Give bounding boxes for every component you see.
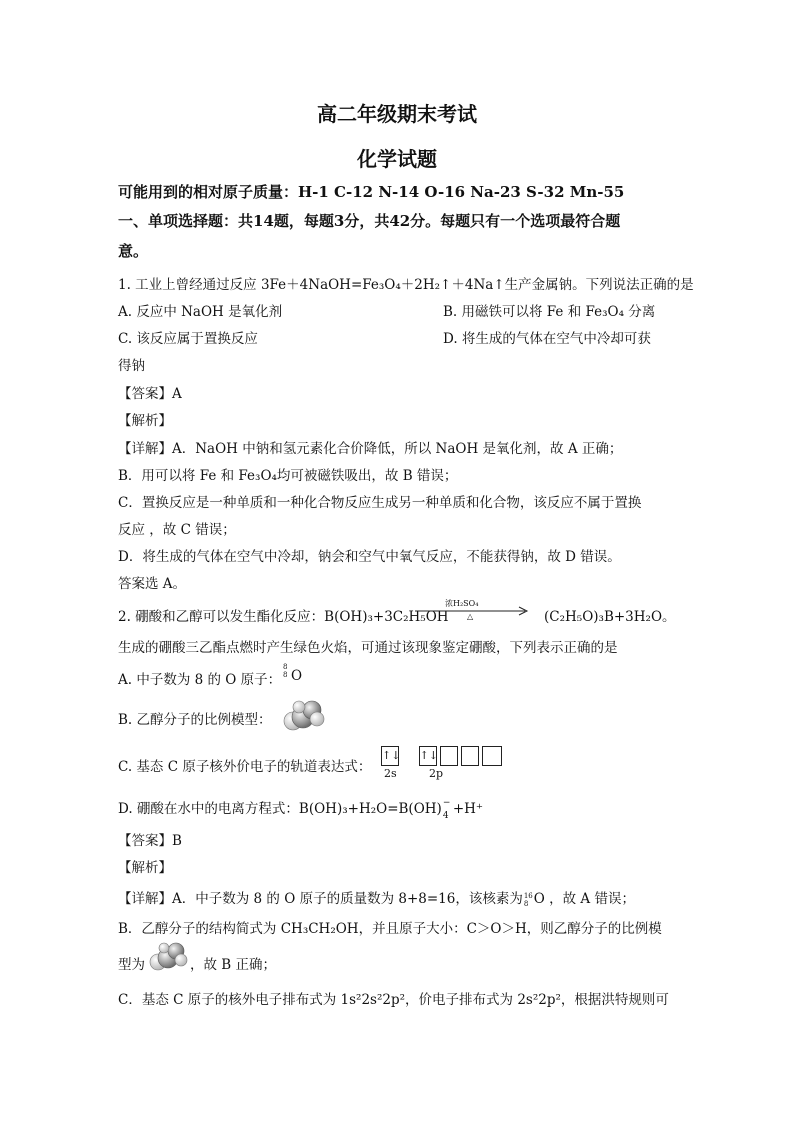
q1-detail-d: D．将生成的气体在空气中冷却，钠会和空气中氧气反应，不能获得钠，故 D 错误。 [118, 549, 621, 565]
ion-subscript: 4 [442, 811, 449, 821]
reaction-arrow [415, 598, 533, 620]
q2-detail-b-model-suffix: ，故 B 正确； [190, 957, 277, 973]
q2-option-b: B. 乙醇分子的比例模型： [118, 712, 272, 728]
q1-detail-b: B．用可以将 Fe 和 Fe₃O₄均可被磁铁吸出，故 B 错误； [118, 468, 458, 484]
q1-option-c: C. 该反应属于置换反应 [118, 331, 258, 347]
exam-subtitle: 化学试题 [357, 147, 437, 171]
ion-charge: − [442, 798, 451, 808]
q2-detail-a-text: 【详解】A．中子数为 8 的 O 原子的质量数为 8+8=16，该核素为 [118, 891, 523, 907]
q2-analysis: 【解析】 [118, 860, 172, 876]
q2-stem-start: 2. 硼酸和乙醇可以发生酯化反应：B(OH)₃+3C₂H₅OH [118, 609, 449, 625]
arrow-heat-label: △ [467, 612, 474, 621]
exam-title: 高二年级期末考试 [317, 102, 477, 126]
q2-answer: 【答案】B [118, 833, 182, 849]
ion-charge-stack [442, 798, 451, 821]
q2-option-a: A. 中子数为 8 的 O 原子： [118, 672, 282, 688]
orbital-2s-box: ↑↓ [381, 746, 399, 766]
q2-detail-b-model-prefix: 型为 [118, 957, 145, 973]
mass-number: 8 [283, 663, 288, 671]
q2-stem-product: (C₂H₅O)₃B+3H₂O。 [544, 609, 676, 625]
orbital-2p-box-2 [440, 746, 458, 766]
q1-detail-a: 【详解】A．NaOH 中钠和氢元素化合价降低，所以 NaOH 是氧化剂，故 A 正确； [118, 441, 623, 457]
o-isotope-notation [283, 663, 287, 679]
orbital-2p-box-4 [482, 746, 502, 766]
q2-detail-c: C．基态 C 原子的核外电子排布式为 1s²2s²2p²，价电子排布式为 2s²2p²，根据洪特规则可 [118, 992, 669, 1008]
q1-option-d: D. 将生成的气体在空气中冷却可获 [443, 331, 651, 347]
section-heading-line2: 意。 [118, 242, 149, 260]
q2-stem-cont: 生成的硼酸三乙酯点燃时产生绿色火焰，可通过该现象鉴定硼酸，下列表示正确的是 [118, 640, 618, 656]
q2-detail-b: B．乙醇分子的结构简式为 CH₃CH₂OH，并且原子大小：C＞O＞H，则乙醇分子的比例模 [118, 921, 662, 937]
arrow-catalyst-label: 浓H₂SO₄ [445, 599, 479, 608]
isotope-16-o-notation [524, 892, 533, 908]
q1-analysis: 【解析】 [118, 413, 172, 429]
q2-detail-a [118, 887, 635, 908]
isotope-number: 8 [523, 899, 529, 908]
arrow-icon [415, 598, 533, 620]
q1-option-d-cont: 得钠 [118, 358, 145, 374]
q1-detail-c-cont: 反应 ，故 C 错误； [118, 522, 236, 538]
o-symbol: O [291, 668, 303, 684]
orbital-2p-box-1: ↑↓ [419, 746, 437, 766]
q1-stem: 1. 工业上曾经通过反应 3Fe＋4NaOH=Fe₃O₄＋2H₂↑＋4Na↑生产金属钠。下列说法正确的是 [118, 277, 694, 293]
q2-detail-a-end: O ，故 A 错误； [533, 891, 635, 907]
q2-option-c: C. 基态 C 原子核外价电子的轨道表达式： [118, 759, 372, 775]
q1-answer: 【答案】A [118, 386, 182, 402]
orbital-2p-box-3 [461, 746, 479, 766]
section-heading-line1: 一、单项选择题：共14题，每题3分，共42分。每题只有一个选项最符合题 [118, 212, 621, 230]
atomic-mass-line: 可能用到的相对原子质量：H-1 C-12 N-14 O-16 Na-23 S-32 Mn-55 [118, 183, 625, 201]
ethanol-model-small-icon [146, 940, 190, 974]
q1-detail-c: C．置换反应是一种单质和一种化合物反应生成另一种单质和化合物，该反应不属于置换 [118, 495, 642, 511]
q1-choice: 答案选 A。 [118, 576, 187, 592]
q2-option-d-text: D. 硼酸在水中的电离方程式：B(OH)₃+H₂O=B(OH) [118, 801, 442, 817]
orbital-2p-label: 2p [429, 767, 444, 780]
isotope-mass: 16 [523, 891, 533, 900]
orbital-diagram [382, 746, 502, 766]
orbital-2s-label: 2s [384, 767, 397, 780]
q1-option-b: B. 用磁铁可以将 Fe 和 Fe₃O₄ 分离 [443, 304, 656, 320]
q2-option-d-end: +H⁺ [452, 801, 484, 817]
atomic-number: 8 [283, 671, 288, 679]
q1-option-a: A. 反应中 NaOH 是氧化剂 [118, 304, 283, 320]
q2-option-d [118, 797, 484, 821]
ethanol-model-icon [279, 697, 327, 733]
